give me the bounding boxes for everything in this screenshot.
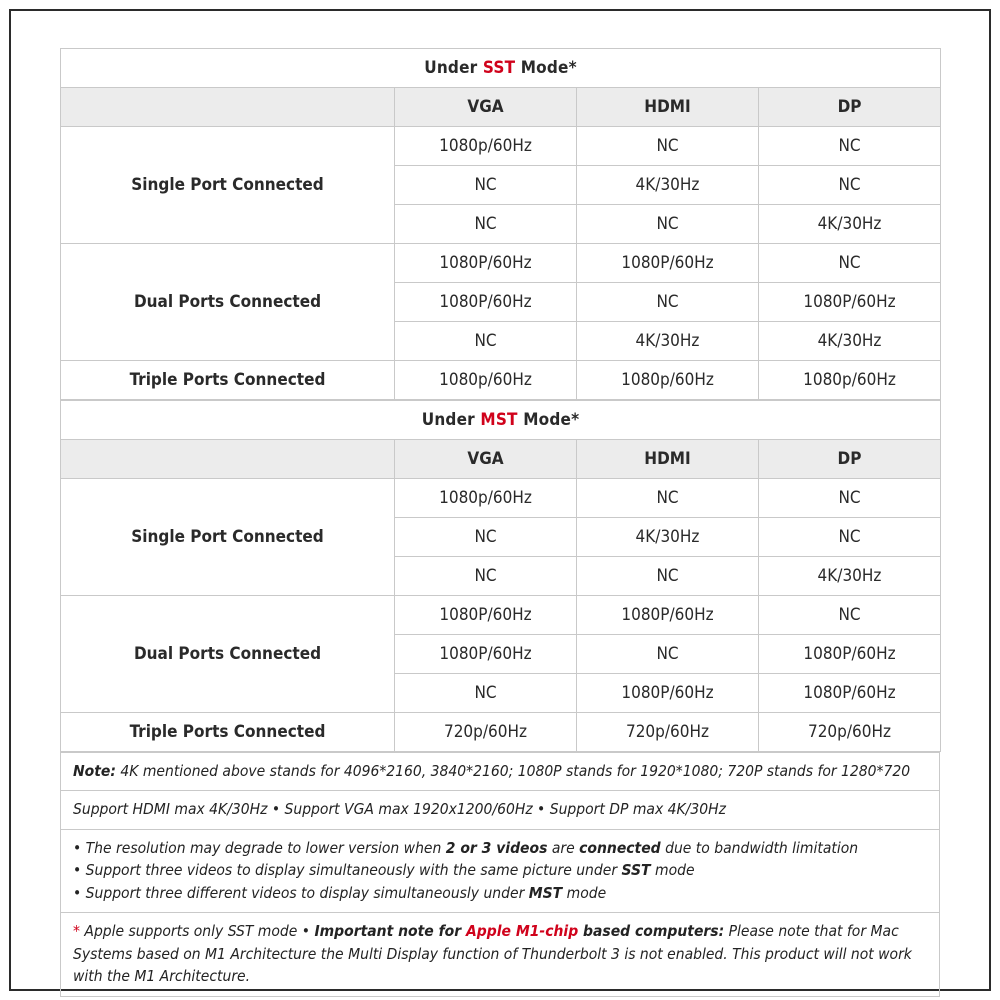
mst-group-label-dual: Dual Ports Connected <box>61 596 395 713</box>
mst-title <box>61 401 941 440</box>
notes-table <box>60 752 940 997</box>
mst-g1-r0-c2: NC <box>759 596 941 635</box>
sst-title-row <box>61 49 941 88</box>
note-bullet-3a: • Support three different videos to display simultaneously under <box>73 883 529 902</box>
sst-corner-cell <box>61 88 395 127</box>
sst-g0-r2-c2: 4K/30Hz <box>759 205 941 244</box>
sst-title-accent: SST <box>482 58 516 78</box>
mst-g1-r2-c2: 1080P/60Hz <box>759 674 941 713</box>
mst-g2-r0-c0: 720p/60Hz <box>395 713 577 752</box>
note-apple <box>61 913 940 996</box>
sst-g0-r0-c2: NC <box>759 127 941 166</box>
note-bullet-1d: connected <box>579 838 661 857</box>
mst-g0-r1-c1: 4K/30Hz <box>577 518 759 557</box>
mst-group-label-single: Single Port Connected <box>61 479 395 596</box>
mst-g2-r0-c1: 720p/60Hz <box>577 713 759 752</box>
notes-row-definition <box>61 753 940 791</box>
mst-col-hdmi: HDMI <box>577 440 759 479</box>
notes-row-apple <box>61 913 940 996</box>
table-row <box>61 361 941 400</box>
sst-group-label-dual: Dual Ports Connected <box>61 244 395 361</box>
sst-col-hdmi: HDMI <box>577 88 759 127</box>
mst-group-label-triple: Triple Ports Connected <box>61 713 395 752</box>
mst-g1-r2-c1: 1080P/60Hz <box>577 674 759 713</box>
table-row <box>61 479 941 518</box>
sst-group-label-triple: Triple Ports Connected <box>61 361 395 400</box>
sst-g2-r0-c1: 1080p/60Hz <box>577 361 759 400</box>
mst-col-dp: DP <box>759 440 941 479</box>
mst-g0-r0-c0: 1080p/60Hz <box>395 479 577 518</box>
sst-g0-r1-c2: NC <box>759 166 941 205</box>
sst-g0-r2-c0: NC <box>395 205 577 244</box>
sst-title-prefix: Under <box>424 58 483 78</box>
note-bullet-1c: are <box>547 838 580 857</box>
note-bullet-2b: SST <box>621 861 651 880</box>
mst-g0-r0-c1: NC <box>577 479 759 518</box>
sst-g1-r0-c0: 1080P/60Hz <box>395 244 577 283</box>
note-apple-c: Apple M1-chip <box>466 922 579 941</box>
mst-g1-r2-c0: NC <box>395 674 577 713</box>
sst-g2-r0-c0: 1080p/60Hz <box>395 361 577 400</box>
spec-content <box>60 48 940 997</box>
sst-g0-r1-c1: 4K/30Hz <box>577 166 759 205</box>
table-row <box>61 244 941 283</box>
mst-title-accent: MST <box>480 410 518 430</box>
sst-title-suffix: Mode* <box>515 58 577 78</box>
mst-g0-r0-c2: NC <box>759 479 941 518</box>
mst-g0-r2-c0: NC <box>395 557 577 596</box>
mst-title-suffix: Mode* <box>517 410 580 430</box>
table-row <box>61 127 941 166</box>
note-bullet-3b: MST <box>528 883 563 902</box>
mst-g2-r0-c2: 720p/60Hz <box>759 713 941 752</box>
note-support: Support HDMI max 4K/30Hz • Support VGA max 1920x1200/60Hz • Support DP max 4K/30Hz <box>61 791 940 829</box>
note-apple-star: * <box>73 922 80 941</box>
mst-title-prefix: Under <box>421 410 481 430</box>
sst-g0-r2-c1: NC <box>577 205 759 244</box>
note-bullet-1e: due to bandwidth limitation <box>660 838 859 857</box>
notes-row-support <box>61 791 940 829</box>
note-apple-b: Important note for <box>314 922 466 941</box>
note-apple-e: Please note that for Mac Systems based on M1 Architecture the Multi Display function of Thunderbolt 3 is not enabled. This product will not work with the M1 Architecture. <box>73 922 912 986</box>
note-bullet-2c: mode <box>650 861 695 880</box>
mst-g0-r2-c2: 4K/30Hz <box>759 557 941 596</box>
mst-corner-cell <box>61 440 395 479</box>
note-definition <box>61 753 940 791</box>
sst-table <box>60 48 941 400</box>
sst-g0-r1-c0: NC <box>395 166 577 205</box>
mst-table <box>60 400 941 752</box>
note-bullet-1 <box>73 837 927 859</box>
notes-row-bullets <box>61 829 940 912</box>
sst-g1-r0-c1: 1080P/60Hz <box>577 244 759 283</box>
mst-g1-r0-c1: 1080P/60Hz <box>577 596 759 635</box>
sst-g0-r0-c1: NC <box>577 127 759 166</box>
sst-col-vga: VGA <box>395 88 577 127</box>
sst-g1-r2-c0: NC <box>395 322 577 361</box>
sst-g2-r0-c2: 1080p/60Hz <box>759 361 941 400</box>
mst-title-row <box>61 401 941 440</box>
sst-group-label-single: Single Port Connected <box>61 127 395 244</box>
note-bullet-2 <box>73 859 927 881</box>
note-bullet-3 <box>73 882 927 904</box>
note-definition-text: 4K mentioned above stands for 4096*2160, 3840*2160; 1080P stands for 1920*1080; 720P stands for 1280*720 <box>115 762 911 780</box>
sst-g1-r1-c0: 1080P/60Hz <box>395 283 577 322</box>
note-bullet-2a: • Support three videos to display simultaneously with the same picture under <box>73 861 622 880</box>
sst-g1-r0-c2: NC <box>759 244 941 283</box>
note-apple-d: based computers: <box>578 922 725 941</box>
note-apple-a: Apple supports only SST mode • <box>79 922 315 941</box>
note-bullets <box>61 829 940 912</box>
sst-g1-r2-c1: 4K/30Hz <box>577 322 759 361</box>
sst-g1-r2-c2: 4K/30Hz <box>759 322 941 361</box>
mst-column-header-row <box>61 440 941 479</box>
sst-col-dp: DP <box>759 88 941 127</box>
note-label: Note: <box>73 762 116 780</box>
note-bullet-1b: 2 or 3 videos <box>445 838 548 857</box>
mst-g1-r1-c0: 1080P/60Hz <box>395 635 577 674</box>
mst-g1-r0-c0: 1080P/60Hz <box>395 596 577 635</box>
sst-g1-r1-c2: 1080P/60Hz <box>759 283 941 322</box>
table-row <box>61 596 941 635</box>
note-bullet-3c: mode <box>562 883 607 902</box>
mst-g0-r1-c2: NC <box>759 518 941 557</box>
table-row <box>61 713 941 752</box>
mst-g0-r1-c0: NC <box>395 518 577 557</box>
sst-g0-r0-c0: 1080p/60Hz <box>395 127 577 166</box>
mst-col-vga: VGA <box>395 440 577 479</box>
sst-g1-r1-c1: NC <box>577 283 759 322</box>
mst-g0-r2-c1: NC <box>577 557 759 596</box>
note-bullet-1a: • The resolution may degrade to lower version when <box>73 838 446 857</box>
sst-column-header-row <box>61 88 941 127</box>
mst-g1-r1-c2: 1080P/60Hz <box>759 635 941 674</box>
sst-title <box>61 49 941 88</box>
mst-g1-r1-c1: NC <box>577 635 759 674</box>
